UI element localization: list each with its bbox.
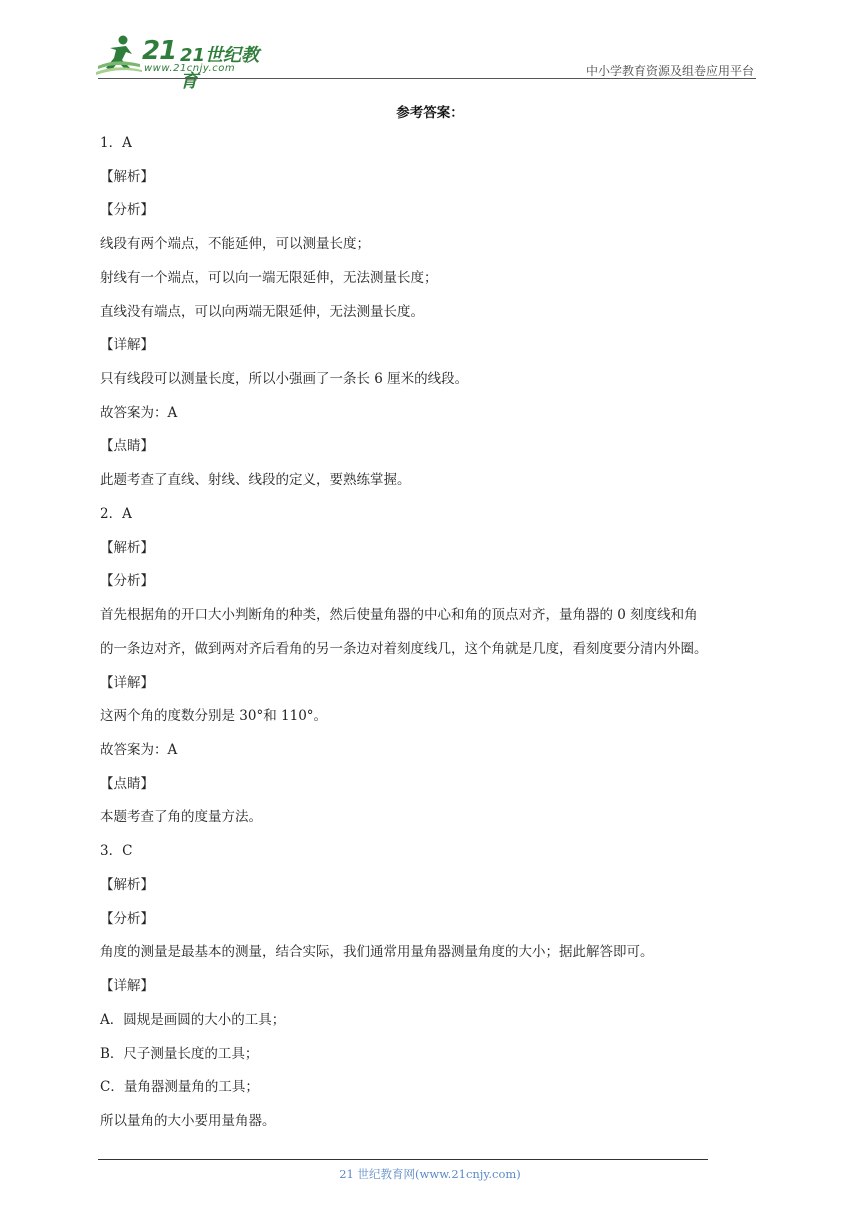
header-divider [98, 78, 756, 79]
page-title: 参考答案： [396, 105, 464, 121]
section-label: 【解析】 [100, 877, 154, 893]
text-line: 此题考查了直线、射线、线段的定义，要熟练掌握。 [100, 472, 411, 488]
platform-name: 中小学教育资源及组卷应用平台 [585, 64, 754, 78]
text-line: 首先根据角的开口大小判断角的种类，然后使量角器的中心和角的顶点对齐，量角器的 0 刻度线和角 [100, 607, 698, 623]
footer-link[interactable]: 21 世纪教育网(www.21cnjy.com) [339, 1167, 521, 1181]
footer-divider [98, 1159, 708, 1160]
section-label: 【解析】 [100, 540, 154, 556]
section-label: 【分析】 [100, 911, 154, 927]
question-number: 1．A [100, 135, 132, 151]
text-line: A．圆规是画圆的大小的工具； [100, 1012, 286, 1028]
section-label: 【点睛】 [100, 776, 154, 792]
text-line: B．尺子测量长度的工具； [100, 1046, 259, 1062]
answer-line: 故答案为：A [100, 405, 178, 421]
text-line: 的一条边对齐，做到两对齐后看角的另一条边对着刻度线几，这个角就是几度，看刻度要分清内外圈。 [100, 641, 708, 657]
section-label: 【详解】 [100, 978, 154, 994]
text-line: 直线没有端点，可以向两端无限延伸，无法测量长度。 [100, 304, 424, 320]
text-line: 所以量角的大小要用量角器。 [100, 1113, 276, 1129]
text-line: 只有线段可以测量长度，所以小强画了一条长 6 厘米的线段。 [100, 371, 469, 387]
text-line: 这两个角的度数分别是 30°和 110°。 [100, 708, 328, 724]
answer-line: 故答案为：A [100, 742, 178, 758]
question-number: 2．A [100, 506, 132, 522]
text-line: C．量角器测量角的工具； [100, 1079, 259, 1095]
logo-brand: 21世纪教育 [180, 45, 260, 92]
question-number: 3．C [100, 843, 133, 859]
text-line: 本题考查了角的度量方法。 [100, 809, 262, 825]
text-line: 线段有两个端点，不能延伸，可以测量长度； [100, 236, 370, 252]
page-header [0, 0, 860, 92]
logo-url: www.21cnjy.com [144, 63, 236, 74]
section-label: 【分析】 [100, 573, 154, 589]
runner-icon [96, 34, 142, 76]
section-label: 【详解】 [100, 675, 154, 691]
text-line: 射线有一个端点，可以向一端无限延伸，无法测量长度； [100, 270, 438, 286]
section-label: 【详解】 [100, 337, 154, 353]
logo-number: 21 [142, 36, 177, 66]
section-label: 【分析】 [100, 202, 154, 218]
section-label: 【解析】 [100, 169, 154, 185]
section-label: 【点睛】 [100, 438, 154, 454]
site-logo [96, 34, 266, 92]
text-line: 角度的测量是最基本的测量，结合实际，我们通常用量角器测量角度的大小；据此解答即可。 [100, 944, 654, 960]
